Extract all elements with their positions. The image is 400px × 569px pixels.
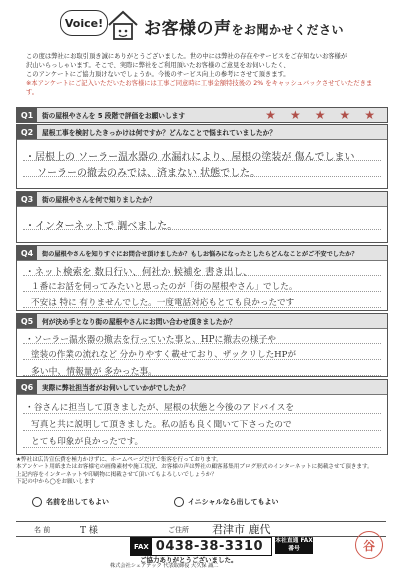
answer-line: とても印象が良かったです。 [31,437,144,447]
header [60,6,360,46]
page-title: お客様の声をお聞かせください [144,19,345,39]
answer-line: ・居根上の ソーラー温水器の 水漏れにより、屋根の塗装が 傷んでしまい [25,152,355,163]
answer-line: 塗装の作業の流れなど 分かりやすく載せており、ザックリしたHPが [31,350,297,360]
answer-line: １番にお話を伺ってみたいと思ったのが「街の屋根やさん」でした。 [31,282,298,292]
company-name: 株式会社シェアテック 代表取締役 大久保 誠二 [110,563,219,569]
star-icon: ★ [339,108,351,122]
thanks-text: ご協力ありがとうございました。 [140,556,238,564]
star-icon: ★ [364,108,375,122]
question-4: Q4 街の屋根やさんを知りすぐにお問合せ頂けましたか？もしお悩みになったとしたらどんなことがご不安でしたか？ ・ネット検索を 数日行い、何社か 候補を 書き出し、 １番にお話を伺ってみたいと思ったのが「街の屋根やさん」でした。 不安は 特に 有りませんでした。一度電話対応もとても良かったです [16,245,388,311]
consent-options: 名前を出してもよい イニシャルなら出してもよい [32,497,278,507]
voice-badge: Voice! [60,10,108,36]
star-icon: ★ [289,108,301,122]
staff-stamp: 谷 [355,531,383,559]
publication-note: ★弊社は広告宣伝費を極力かけずに、ホームページだけで集客を行っております。 本アンケート用紙またはお客様宅の画像素材や施工状況、お客様の声は弊社の顧客募集用ブログ形式のインターネットに掲載させて頂きます。 上記内容をインターネットや印刷物に掲載させて頂いてもよろしいでしょうか？ 下記の中から◯をお願いします [16,457,373,486]
question-1: Q1 街の屋根やさんを 5 段階で評価をお願いします ★ ★ ★ ★ ★ [16,107,388,123]
answer-line: 不安は 特に 有りませんでした。一度電話対応もとても良かったです [31,298,295,308]
consent-initial-radio[interactable] [174,497,184,507]
name-field[interactable]: T 様 [80,526,98,536]
question-3: Q3 街の屋根やさんを何で知りましたか？ ・インターネットで 調べました。 [16,191,388,243]
question-6: Q6 実際に弊社担当者がお伺いしていかがでしたか？ ・谷さんに担当して頂きましたが、屋根の状態と今後のアドバイスを 写真と共に説明して頂きました。私の話も良く聞いて下さったので とても印象が良かったです。 [16,379,388,455]
star-icon: ★ [314,108,326,122]
answer-line: ・谷さんに担当して頂きましたが、屋根の状態と今後のアドバイスを [25,403,295,413]
question-2: Q2 屋根工事を検討したきっかけは何ですか？どんなことで悩まれていましたか？ ・居根上の ソーラー温水器の 水漏れにより、屋根の塗装が 傷んでしまい ソーラーの撤去のみでは、済まない 状態でした。 [16,124,388,189]
name-address-row: 名 前 T 様 ご住所 君津市 鹿代 [16,521,386,537]
consent-name-radio[interactable] [32,497,42,507]
answer-line: 多い中、情報量が 多かった事。 [31,367,157,377]
fax-number: FAX 0438-38-3310 [130,537,272,556]
answer-line: ・ネット検索を 数日行い、何社か 候補を 書き出し、 [25,267,253,278]
fax-label: FAX [131,538,152,555]
answer-line: ソーラーの撤去のみでは、済まない 状態でした。 [37,168,261,179]
rating-stars [265,109,375,121]
fax-side-label: 本社直通 FAX番号 [275,538,313,552]
address-field[interactable]: 君津市 鹿代 [212,523,271,536]
answer-line: 写真と共に説明して頂きました。私の話も良く聞いて下さったので [31,420,292,430]
answer-line: ・ソーラー温水器の撤去を行っていた事と、HPに撤去の様子や [25,335,277,345]
question-5: Q5 何が決め手となり街の屋根やさんにお問い合わせ頂きましたか？ ・ソーラー温水器の撤去を行っていた事と、HPに撤去の様子や 塗装の作業の流れなど 分かりやすく載せており、ザックリしたHPが 多い中、情報量が 多かった事。 [16,313,388,377]
house-icon [106,8,140,42]
star-icon: ★ [265,108,276,122]
answer-line: ・インターネットで 調べました。 [25,221,178,232]
intro-text: この度は弊社にお取引頂き誠にありがとうございました。世の中には弊社の存在やサービスをご存知ないお客様が 沢山いらっしゃいます。そこで、実際に弊社をご利用頂いたお客様のご意見をお伺いしたく、 このアンケートにご協力頂けないでしょうか。今後のサービス向上の参考にさせて頂きます。 ※本アンケートにご記入いただいたお客様には工事ご同意時に工事金額特技後の 2% をキャッシュバックさせていただきます。 [26,53,373,96]
